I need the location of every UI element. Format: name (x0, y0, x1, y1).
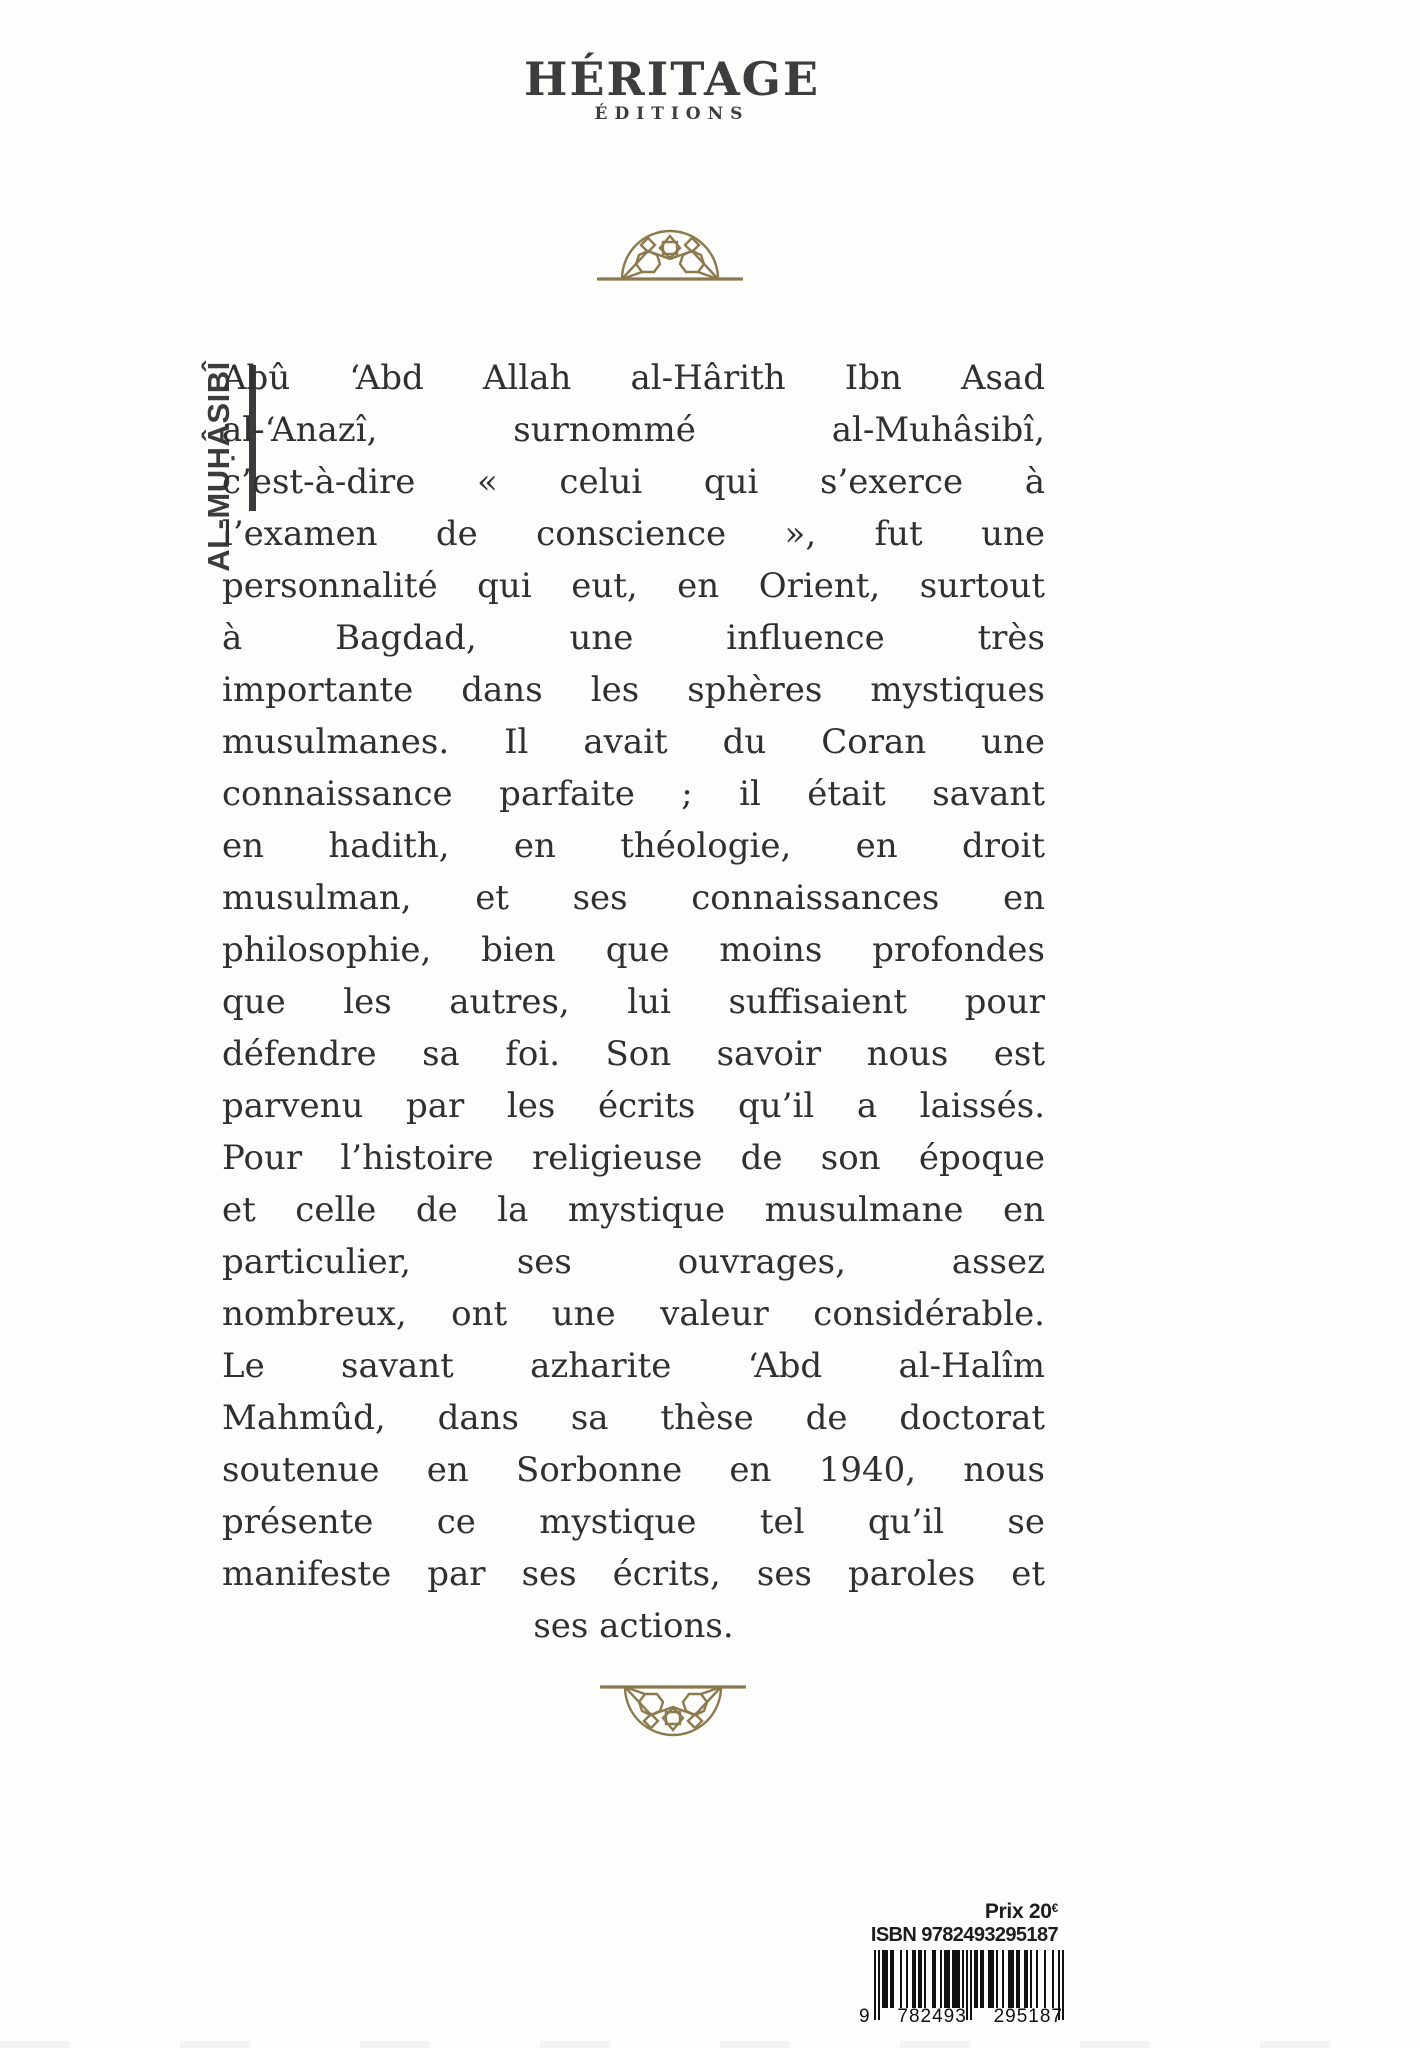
description-line: défendre sa foi. Son savoir nous est (222, 1034, 1045, 1074)
description-line: Le savant azharite ‘Abd al-Halîm (222, 1346, 1045, 1386)
publisher-logo (0, 52, 1344, 124)
arabesque-dome-ornament-bottom (600, 1682, 746, 1740)
price-text: Prix 20 (984, 1900, 1052, 1923)
isbn-label: ISBN 9782493295187 (870, 1924, 1058, 1946)
publisher-subtitle: ÉDITIONS (594, 104, 750, 124)
barcode-digit-group: 295187 (993, 2006, 1063, 2027)
description-line: et celle de la mystique musulmane en (222, 1190, 1045, 1230)
description-line: en hadith, en théologie, en droit (222, 826, 1045, 866)
commerce-block (858, 1896, 1063, 2034)
description-line: Mahmûd, dans sa thèse de doctorat (222, 1398, 1045, 1438)
description-line: manifeste par ses écrits, ses paroles et (222, 1554, 1045, 1594)
description-line: musulman, et ses connaissances en (222, 878, 1045, 918)
description-line: personnalité qui eut, en Orient, surtout (222, 566, 1045, 606)
description-line: musulmanes. Il avait du Coran une (222, 722, 1045, 762)
description-line: nombreux, ont une valeur considérable. (222, 1294, 1045, 1334)
description-line: Pour l’histoire religieuse de son époque (222, 1138, 1045, 1178)
description-line: c’est-à-dire « celui qui s’exerce à (222, 462, 1045, 502)
description-line: soutenue en Sorbonne en 1940, nous (222, 1450, 1045, 1490)
description-line: ses actions. (533, 1606, 734, 1646)
spine-title: AL-MUḤÂSIBÎ (201, 361, 236, 572)
description-line: al-‘Anazî, surnommé al-Muhâsibî, (222, 410, 1045, 450)
description-line: connaissance parfaite ; il était savant (222, 774, 1045, 814)
description-line: à Bagdad, une influence très (222, 618, 1045, 658)
barcode-digits (858, 2006, 1064, 2028)
description-line: parvenu par les écrits qu’il a laissés. (222, 1086, 1045, 1126)
description-line: l’examen de conscience », fut une (222, 514, 1045, 554)
description-line: que les autres, lui suffisaient pour (222, 982, 1045, 1022)
barcode (859, 1950, 1064, 2034)
description-line: présente ce mystique tel qu’il se (222, 1502, 1045, 1542)
description-line: particulier, ses ouvrages, assez (222, 1242, 1045, 1282)
arabesque-dome-ornament-top (597, 226, 743, 284)
euro-symbol: € (1051, 1901, 1058, 1915)
publisher-name: HÉRITAGE (523, 52, 821, 106)
barcode-digit-group: 782493 (897, 2006, 967, 2027)
description-line: Abû ‘Abd Allah al-Hârith Ibn Asad (222, 358, 1045, 398)
barcode-digit-group: 9 (859, 2006, 871, 2027)
description-line: philosophie, bien que moins profondes (222, 930, 1045, 970)
price-label (858, 1896, 1058, 1924)
description-paragraph (222, 352, 1045, 1652)
description-line: importante dans les sphères mystiques (222, 670, 1045, 710)
